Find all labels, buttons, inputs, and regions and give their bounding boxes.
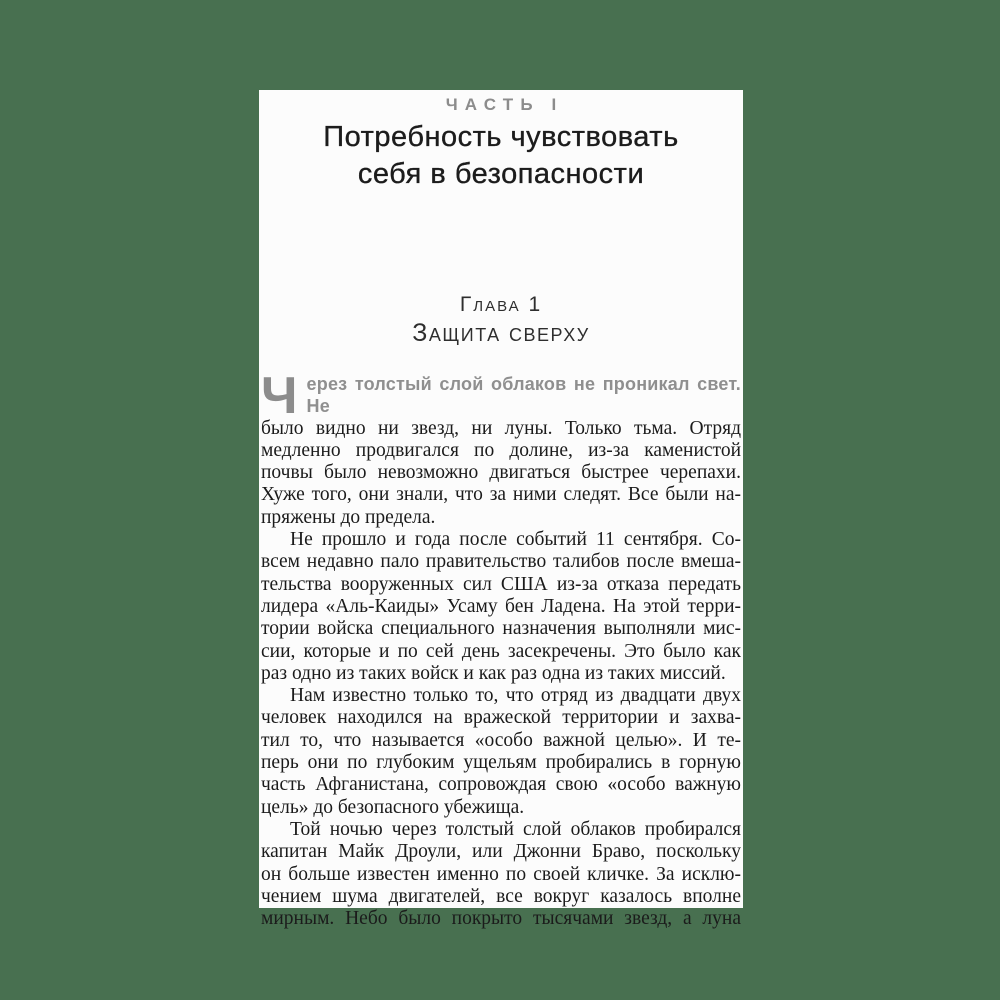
chapter-label: Глава 1 — [459, 293, 543, 316]
book-page — [259, 90, 743, 930]
text-line: капитан Майк Дроули, или Джонни Браво, поскольку — [261, 841, 741, 863]
drop-cap: Ч — [261, 367, 298, 425]
text-line: ерез толстый слой облаков не проникал свет. Не — [306, 374, 741, 417]
text-line: чением шума двигателей, все вокруг казалось вполне — [261, 885, 741, 907]
chapter-title: Защита сверху — [412, 319, 590, 347]
text-line: тельства вооруженных сил США из-за отказа передать — [261, 573, 741, 595]
text-line: медленно продвигался по долине, из-за каменистой — [261, 439, 741, 461]
text-line: тории войска специального назначения выполняли мис- — [261, 618, 741, 640]
paragraph — [261, 367, 741, 529]
text-line: человек находился на вражеской территории и захва- — [261, 707, 741, 729]
part-title-line: себя в безопасности — [357, 158, 645, 190]
paragraph — [261, 685, 741, 819]
text-line: раз одно из таких войск и как раз одна из таких миссий. — [261, 662, 726, 684]
part-title — [261, 119, 741, 193]
text-line: Той ночью через толстый слой облаков пробирался — [290, 818, 741, 840]
body-text — [261, 367, 741, 930]
text-line: почвы было невозможно двигаться быстрее черепахи. — [261, 462, 741, 484]
text-line: пряжены до предела. — [261, 506, 436, 528]
text-line: часть Афганистана, сопровождая свою «особо важную — [261, 774, 741, 796]
text-line: лидера «Аль-Каиды» Усаму бен Ладена. На этой терри- — [261, 595, 741, 617]
text-line: Не прошло и года после событий 11 сентября. Со- — [290, 529, 741, 551]
text-line: было видно ни звезд, ни луны. Только тьма. Отряд — [261, 417, 741, 439]
text-line: тил то, что называется «особо важной целью». И те- — [261, 729, 741, 751]
part-label: ЧАСТЬ I — [445, 95, 564, 114]
text-line: Нам известно только то, что отряд из двадцати двух — [290, 685, 741, 707]
text-line: перь они по глубоким ущельям пробирались в горную — [261, 752, 741, 774]
text-line: цель» до безопасного убежища. — [261, 796, 525, 818]
part-title-line: Потребность чувствовать — [323, 121, 679, 153]
text-line: сии, которые и по сей день засекречены. Это было как — [261, 640, 741, 662]
text-line: он больше известен именно по своей кличке. За исклю- — [261, 863, 741, 885]
paragraph — [261, 819, 741, 930]
paragraph — [261, 529, 741, 685]
text-line: Хуже того, они знали, что за ними следят. Все были на- — [261, 484, 741, 506]
text-line: мирным. Небо было покрыто тысячами звезд, а луна — [261, 908, 741, 930]
text-line: всем недавно пало правительство талибов после вмеша- — [261, 551, 741, 573]
